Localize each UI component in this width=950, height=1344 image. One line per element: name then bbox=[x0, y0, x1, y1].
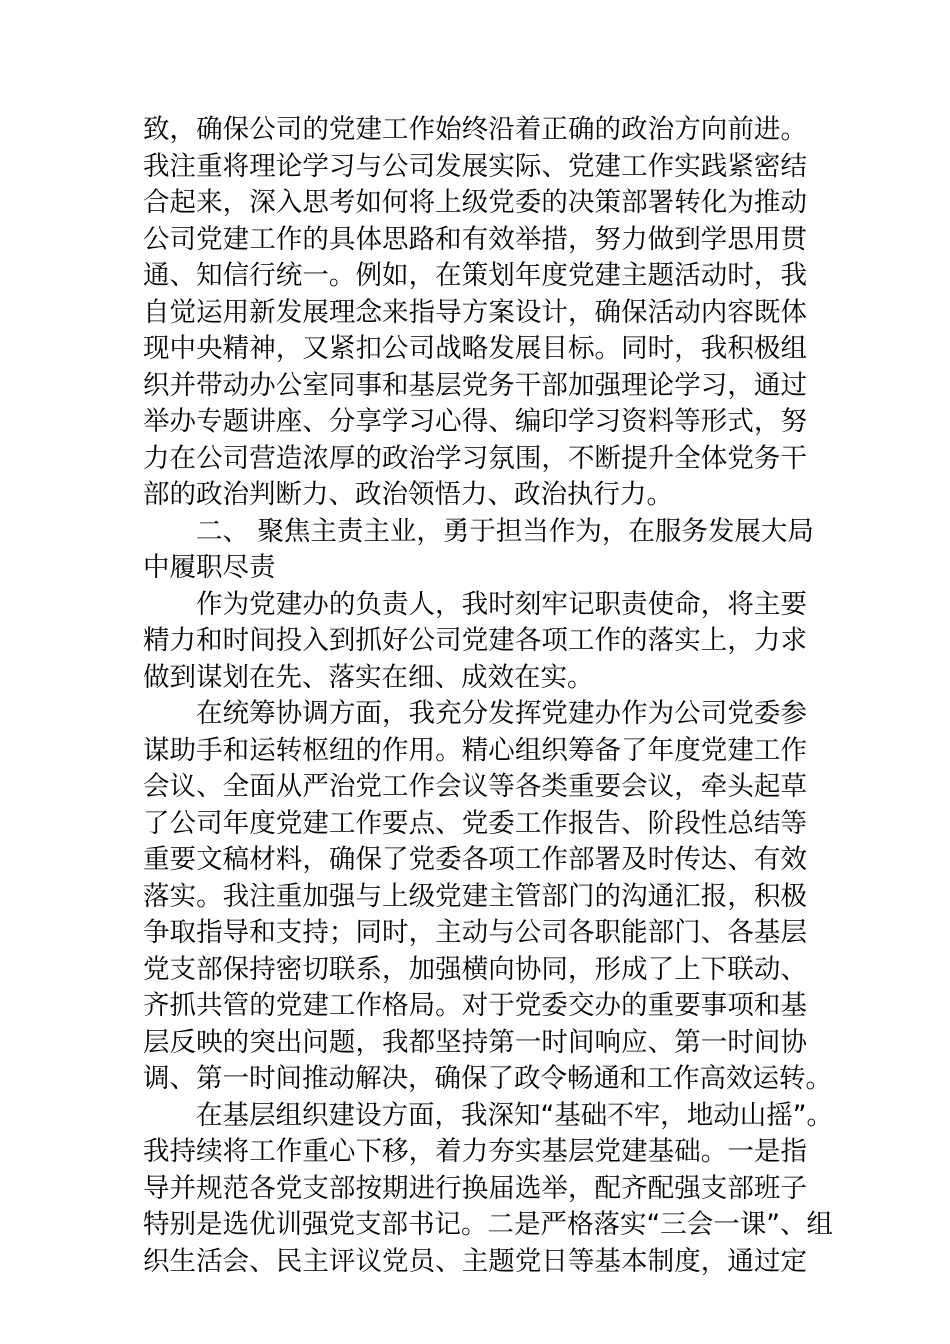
text-line: 做到谋划在先、落实在细、成效在实。 bbox=[143, 661, 594, 693]
text-line: 中履职尽责 bbox=[143, 552, 276, 583]
text-line: 力在公司营造浓厚的政治学习氛围，不断提升全体党务干 bbox=[143, 442, 807, 474]
text-line: 导并规范各党支部按期进行换届选举，配齐配强支部班子 bbox=[143, 1172, 807, 1204]
text-line: 争取指导和支持；同时，主动与公司各职能部门、各基层 bbox=[143, 917, 807, 948]
text-line: 现中央精神，又紧扣公司战略发展目标。同时，我积极组 bbox=[143, 333, 807, 364]
text-line: 了公司年度党建工作要点、党委工作报告、阶段性总结等 bbox=[143, 807, 807, 839]
text-line: 谋助手和运转枢纽的作用。精心组织筹备了年度党建工作 bbox=[143, 734, 807, 766]
text-line: 致，确保公司的党建工作始终沿着正确的政治方向前进。 bbox=[143, 114, 807, 145]
text-line: 在统筹协调方面，我充分发挥党建办作为公司党委参 bbox=[196, 698, 807, 729]
text-line: 齐抓共管的党建工作格局。对于党委交办的重要事项和基 bbox=[143, 990, 807, 1021]
text-line: 我持续将工作重心下移，着力夯实基层党建基础。一是指 bbox=[143, 1136, 807, 1167]
text-line: 精力和时间投入到抓好公司党建各项工作的落实上，力求 bbox=[143, 625, 807, 656]
text-line: 我注重将理论学习与公司发展实际、党建工作实践紧密结 bbox=[143, 150, 807, 182]
text-line: 特别是选优训强党支部书记。二是严格落实“三会一课”、组 bbox=[143, 1209, 833, 1240]
document-page bbox=[143, 112, 833, 1280]
text-line: 调、第一时间推动解决，确保了政令畅通和工作高效运转。 bbox=[143, 1063, 832, 1094]
text-line: 党支部保持密切联系，加强横向协同，形成了上下联动、 bbox=[143, 953, 807, 985]
text-line: 举办专题讲座、分享学习心得、编印学习资料等形式，努 bbox=[143, 406, 807, 437]
text-line: 部的政治判断力、政治领悟力、政治执行力。 bbox=[143, 479, 673, 510]
text-line: 公司党建工作的具体思路和有效举措，努力做到学思用贯 bbox=[143, 223, 807, 255]
text-line: 重要文稿材料，确保了党委各项工作部署及时传达、有效 bbox=[143, 844, 807, 875]
text-line: 合起来，深入思考如何将上级党委的决策部署转化为推动 bbox=[143, 187, 807, 218]
text-line: 会议、全面从严治党工作会议等各类重要会议，牵头起草 bbox=[143, 771, 807, 802]
text-line: 二、 聚焦主责主业，勇于担当作为，在服务发展大局 bbox=[196, 515, 814, 547]
text-line: 层反映的突出问题，我都坚持第一时间响应、第一时间协 bbox=[143, 1026, 807, 1058]
text-line: 通、知信行统一。例如，在策划年度党建主题活动时，我 bbox=[143, 260, 807, 291]
text-line: 落实。我注重加强与上级党建主管部门的沟通汇报，积极 bbox=[143, 880, 807, 912]
text-line: 自觉运用新发展理念来指导方案设计，确保活动内容既体 bbox=[143, 296, 807, 328]
text-line: 在基层组织建设方面，我深知“基础不牢，地动山摇”。 bbox=[196, 1099, 833, 1131]
text-line: 织并带动办公室同事和基层党务干部加强理论学习，通过 bbox=[143, 369, 807, 401]
text-line: 织生活会、民主评议党员、主题党日等基本制度，通过定 bbox=[143, 1245, 807, 1277]
text-line: 作为党建办的负责人，我时刻牢记职责使命，将主要 bbox=[196, 588, 807, 620]
